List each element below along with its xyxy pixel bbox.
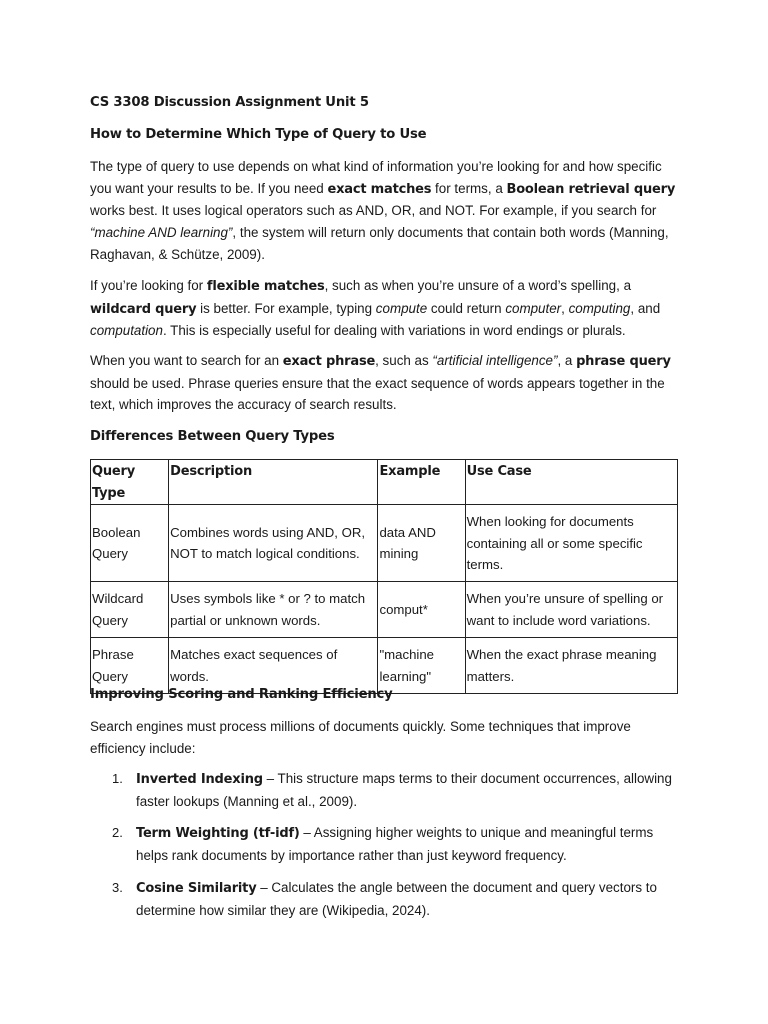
section-heading-differences: Differences Between Query Types: [90, 429, 335, 444]
column-header-description: Description: [169, 460, 378, 505]
table-cell: When looking for documents containing all or some specific terms.: [465, 505, 677, 582]
list-item: [90, 768, 680, 812]
paragraph-phrase-query: When you want to search for an exact phrase, such as “artificial intelligence”, a phrase query should be used. Phrase queries ensure that the exact sequence of words appears together in the text, which improves the accuracy of search results.: [90, 353, 671, 413]
table-cell: Matches exact sequences of words.: [169, 638, 378, 694]
list-item: [90, 822, 680, 866]
table-row: [91, 505, 678, 582]
query-types-table: [90, 459, 678, 694]
paragraph-efficiency-intro: Search engines must process millions of documents quickly. Some techniques that improve efficiency include:: [90, 719, 631, 756]
table-cell: Phrase Query: [91, 638, 169, 694]
list-item: [90, 877, 680, 921]
list-number: 3.: [112, 879, 123, 895]
table-cell: Boolean Query: [91, 505, 169, 582]
paragraph-wildcard-query: If you’re looking for flexible matches, such as when you’re unsure of a word’s spelling, a wildcard query is better. For example, typing compute could return computer, computing, and computation. This is especially useful for dealing with variations in word endings or plurals.: [90, 278, 661, 339]
table-header-row: [91, 460, 678, 505]
table-cell: Wildcard Query: [91, 582, 169, 638]
paragraph-boolean-query: The type of query to use depends on what kind of information you’re looking for and how specific you want your results to be. If you need exact matches for terms, a Boolean retrieval query works best. It uses logical operators such as AND, OR, and NOT. For example, if you search for “machine AND learning”, the system will return only documents that contain both words (Manning, Raghavan, & Schütze, 2009).: [90, 159, 676, 262]
column-header-use-case: Use Case: [465, 460, 677, 505]
table-cell: Combines words using AND, OR, NOT to match logical conditions.: [169, 505, 378, 582]
table-cell: "machine learning": [378, 638, 465, 694]
section-heading-scoring-efficiency: Improving Scoring and Ranking Efficiency: [90, 687, 393, 702]
list-number: 1.: [112, 771, 123, 786]
table-row: [91, 582, 678, 638]
technique-description: – Calculates the angle between the document and query vectors to determine how similar they are (Wikipedia, 2024).: [136, 879, 657, 918]
column-header-query-type: Query Type: [91, 460, 169, 505]
technique-term: Term Weighting (tf-idf): [136, 826, 300, 842]
table-cell: Uses symbols like * or ? to match partial or unknown words.: [169, 582, 378, 638]
table-cell: comput*: [378, 582, 465, 638]
document-title: CS 3308 Discussion Assignment Unit 5: [90, 95, 369, 110]
techniques-list: [90, 768, 680, 931]
list-number: 2.: [112, 825, 123, 841]
table-cell: data AND mining: [378, 505, 465, 582]
technique-description: – This structure maps terms to their document occurrences, allowing faster lookups (Manning et al., 2009).: [136, 771, 672, 809]
technique-term: Inverted Indexing: [136, 772, 263, 787]
table-cell: When you’re unsure of spelling or want to include word variations.: [465, 582, 677, 638]
technique-term: Cosine Similarity: [136, 880, 257, 896]
technique-description: – Assigning higher weights to unique and meaningful terms helps rank documents by importance rather than just keyword frequency.: [136, 825, 654, 864]
table-cell: When the exact phrase meaning matters.: [465, 638, 677, 694]
section-heading-query-type: How to Determine Which Type of Query to Use: [90, 127, 427, 142]
column-header-example: Example: [378, 460, 465, 505]
